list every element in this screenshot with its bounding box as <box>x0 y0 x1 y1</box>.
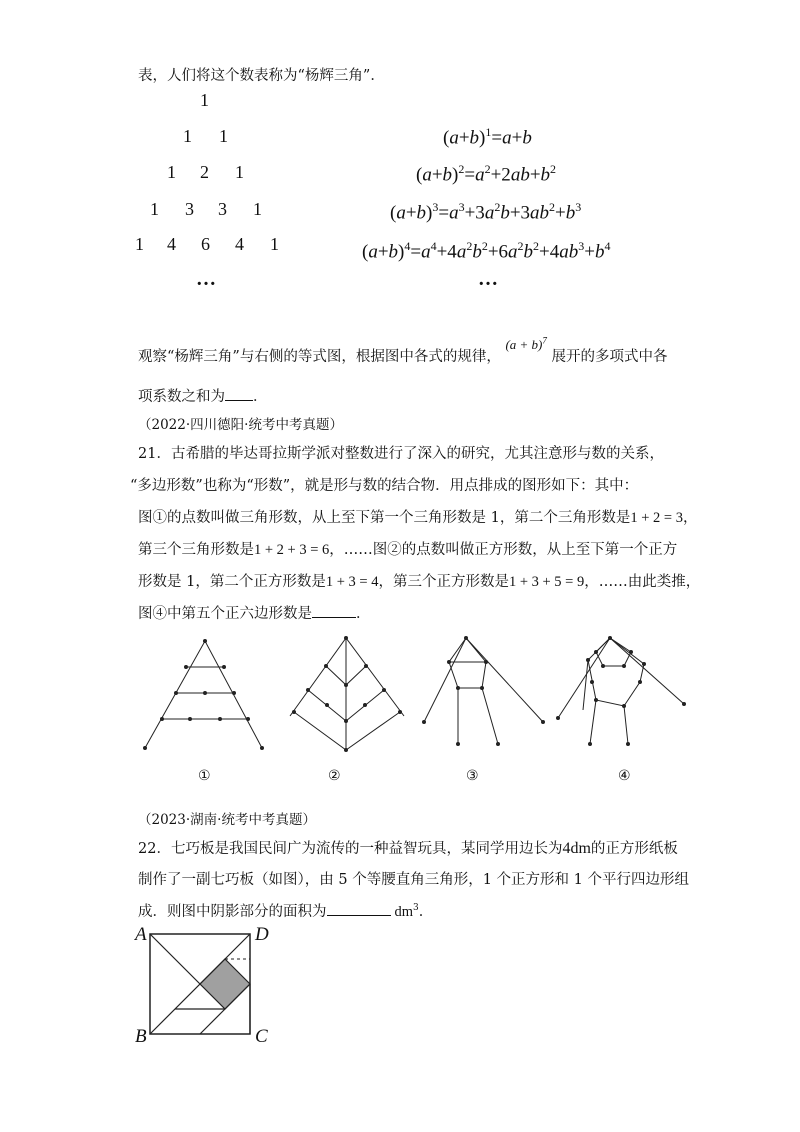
q21-line-3: 图①的点数叫做三角形数，从上至下第一个三角形数是 1，第二个三角形数是1 + 2 = 3， <box>138 510 698 526</box>
pascal-number: 1 <box>270 234 279 254</box>
coefficient-question: 项系数之和为 ． <box>138 389 268 405</box>
corner-label-a: A <box>135 924 147 945</box>
pascal-number: 1 <box>135 234 144 254</box>
intro-text: 表，人们将这个数表称为“杨辉三角”． <box>138 68 385 84</box>
source-2022: （2022·四川德阳·统考中考真题） <box>138 417 343 433</box>
q21-line-5: 形数是 1，第二个正方形数是1 + 3 = 4，第三个正方形数是1 + 3 + 5 = 9，……由此类推， <box>138 574 701 590</box>
expansion-power-4: $(a+b)^4=a^4+4a^2b^2+6a^2b^2+4ab^3+b^4$ <box>362 239 611 263</box>
expansion-power-2: $(a+b)^2=a^2+2ab+b^2$ <box>416 162 557 186</box>
pascal-number: 4 <box>167 234 176 254</box>
pascal-number: 6 <box>201 234 210 254</box>
pascal-number: 3 <box>218 199 227 219</box>
corner-label-c: C <box>255 1026 268 1047</box>
expansion-ellipsis: … <box>478 268 499 290</box>
expansion-power-1: $(a+b)^1=a+b$ <box>443 125 532 149</box>
pascal-number: 1 <box>253 199 262 219</box>
observe-post: 展开的多项式中各 <box>551 349 668 365</box>
figure-label-3: ③ <box>466 768 479 784</box>
figure-label-2: ② <box>328 768 341 784</box>
figure-label-4: ④ <box>618 768 631 784</box>
expansion-power-3: $(a+b)^3=a^3+3a^2b+3ab^2+b^3$ <box>390 200 582 224</box>
pascal-number: 3 <box>185 199 194 219</box>
pascal-number: 1 <box>150 199 159 219</box>
corner-label-b: B <box>135 1026 147 1047</box>
q21-line-1: 21．古希腊的毕达哥拉斯学派对整数进行了深入的研究，尤其注意形与数的关系， <box>138 446 664 462</box>
pascal-number: 1 <box>235 162 244 182</box>
pascal-ellipsis: … <box>196 268 217 290</box>
observe-expression: $(a + b)^7$ <box>505 335 547 352</box>
pascal-number: 4 <box>235 234 244 254</box>
q21-line-6: 图④中第五个正六边形数是 ． <box>138 606 371 622</box>
q22-line-2: 制作了一副七巧板（如图），由 5 个等腰直角三角形，1 个正方形和 1 个平行四边形组 <box>138 872 689 888</box>
source-2023: （2023·湖南·统考中考真题） <box>138 812 316 828</box>
pascal-number: 1 <box>167 162 176 182</box>
figure-label-1: ① <box>198 768 211 784</box>
pascal-number: 2 <box>200 162 209 182</box>
q22-line-1: 22．七巧板是我国民间广为流传的一种益智玩具，某同学用边长为4dm的正方形纸板 <box>138 840 678 857</box>
pascal-number: 1 <box>183 126 192 146</box>
pascal-number: 1 <box>200 90 209 110</box>
observe-pre: 观察“杨辉三角”与右侧的等式图，根据图中各式的规律， <box>138 349 501 365</box>
corner-label-d: D <box>255 924 269 945</box>
q21-line-4: 第三个三角形数是1 + 2 + 3 = 6，……图②的点数叫做正方形数，从上至下第一个正方 <box>138 542 678 558</box>
q22-line-3: 成．则图中阴影部分的面积为 $dm^3$． <box>138 903 434 920</box>
pascal-number: 1 <box>219 126 228 146</box>
q21-line-2: “多边形数”也称为“形数”，就是形与数的结合物．用点排成的图形如下：其中： <box>130 478 639 494</box>
